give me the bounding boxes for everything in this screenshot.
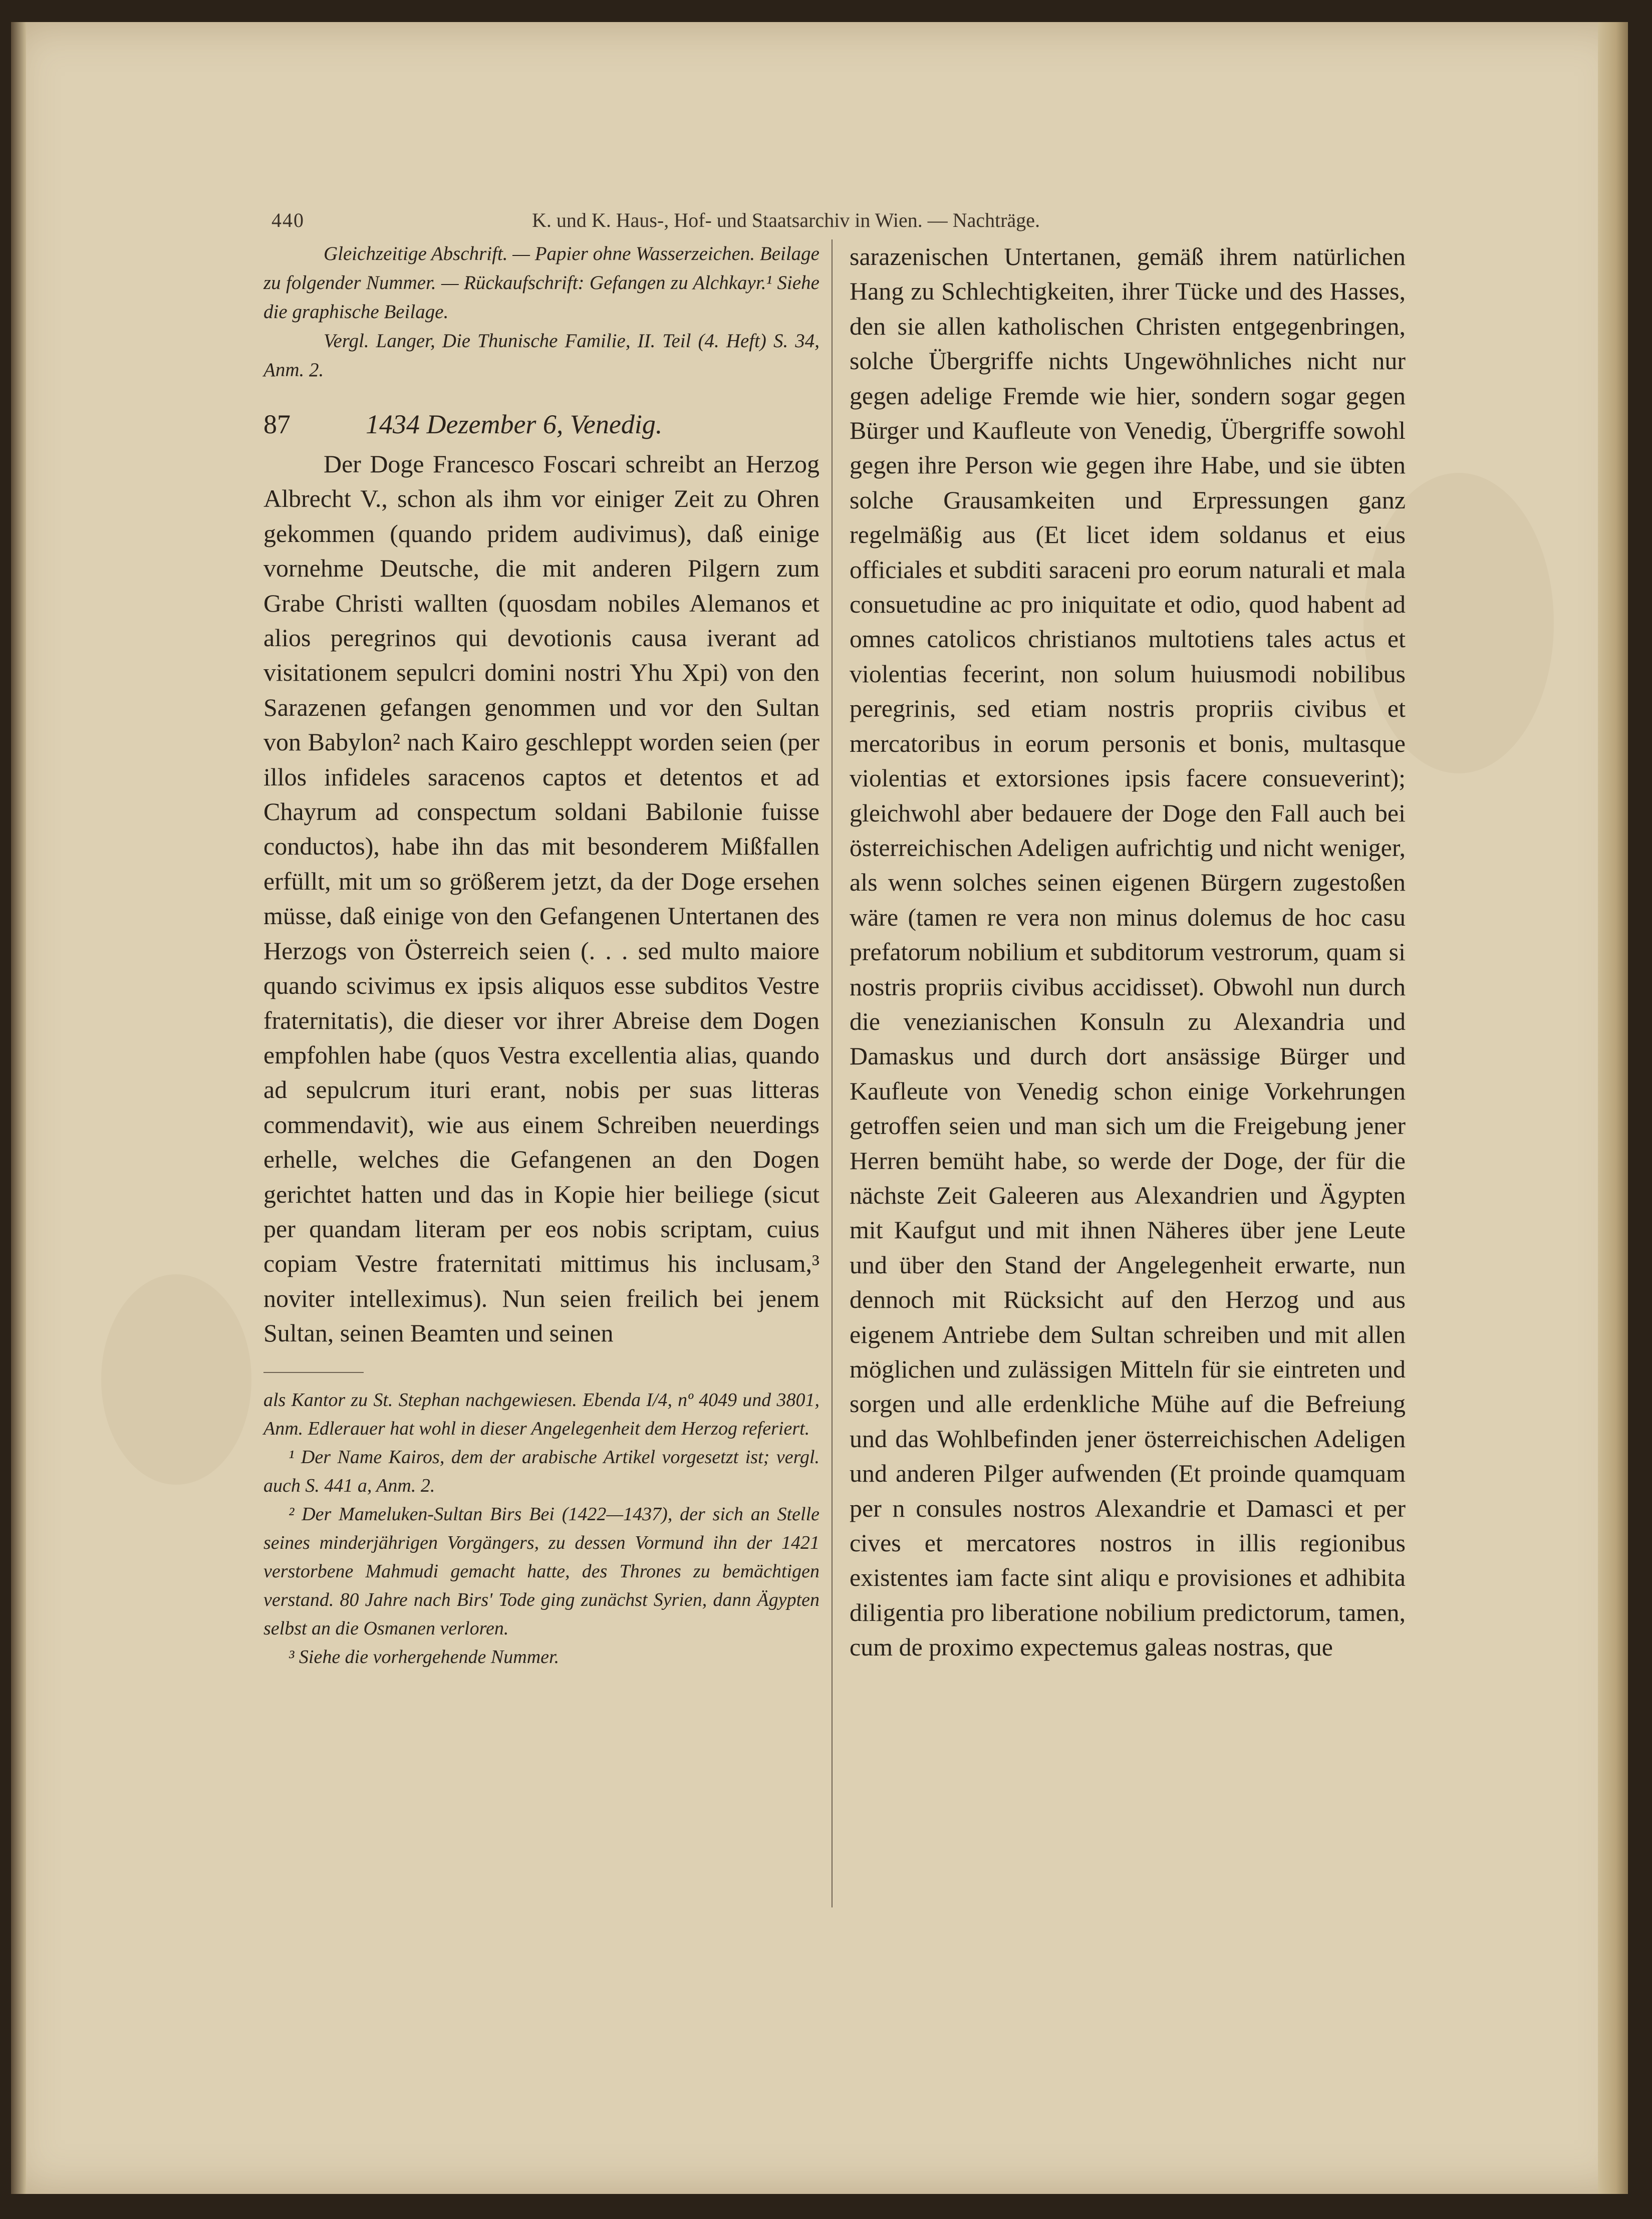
page-left-edge <box>11 22 26 2194</box>
running-title: K. und K. Haus-, Hof- und Staatsarchiv in Wien. — Nachträge. <box>532 209 1040 231</box>
literature-note: Vergl. Langer, Die Thunische Familie, II. Teil (4. Heft) S. 34, Anm. 2. <box>263 330 819 381</box>
left-column <box>263 239 819 1672</box>
running-header <box>271 208 1414 238</box>
document-number: 87 <box>263 409 291 439</box>
footnote-rule <box>263 1372 364 1373</box>
footnote-continuation: als Kantor zu St. Stephan nachgewiesen. Ebenda I/4, nº 4049 und 3801, Anm. Edlerauer hat wohl in dieser Angelegenheit dem Herzog referiert. <box>263 1389 819 1439</box>
document-heading <box>263 407 819 442</box>
footnote-2: ² Der Mameluken-Sultan Birs Bei (1422—1437), der sich an Stelle seines minderjährigen Vorgängers, zu dessen Vormund ihn der 1421 verstorbene Mahmudi gemacht hatte, des Thrones zu bemächtigen verstand. 80 Jahre nach Birs' Tode ging zunächst Syrien, dann Ägypten selbst an die Osmanen verloren. <box>263 1503 819 1639</box>
page-number: 440 <box>271 209 305 231</box>
page-right-edge <box>1598 22 1628 2194</box>
regest-text-right: sarazenischen Untertanen, gemäß ihrem natürlichen Hang zu Schlechtigkeiten, ihrer Tücke und des Hasses, den sie allen katholischen Christen entgegenbringen, solche Übergriffe nichts Ungewöhnliches nicht nur gegen adelige Fremde wie hier, sondern sogar gegen Bürger und Kaufleute von Venedig, Übergriffe sowohl gegen ihre Person wie gegen ihre Habe, und sie übten solche Grausamkeiten und Erpressungen ganz regelmäßig aus (Et licet idem soldanus et eius officiales et subditi saraceni pro eorum naturali et mala consuetudine ac pro iniquitate et odio, quod habent ad omnes catolicos christianos multotiens tales actus et violentias fecerint, non solum huiusmodi nobilibus peregrinis, sed etiam nostris propriis civibus et mercatoribus in eorum personis et bonis, multasque violentias et extorsiones ipsis facere consueverint); gleichwohl aber bedauere der Doge den Fall auch bei österreichischen Adeligen aufrichtig und nicht weniger, als wenn solches seinen eigenen Bürgern zugestoßen wäre (tamen re vera non minus dolemus de hoc casu prefatorum nobilium et subditorum vestrorum, quam si nostris propriis civibus accidisset). Obwohl nun durch die venezianischen Konsuln zu Alexandria und Damaskus und durch dort ansässige Bürger und Kaufleute von Venedig schon einige Vorkehrungen getroffen seien und man sich um die Freigebung jener Herren bemüht habe, so werde der Doge, der für die nächste Zeit Galeeren aus Alexandrien und Ägypten mit Kaufgut und mit ihnen Näheres über jene Leute und über den Stand der Angelegenheit erwarte, nun dennoch mit Rücksicht auf den Herzog und aus eigenem Antriebe dem Sultan schreiben und mit allen möglichen und zulässigen Mitteln für sie eintreten und sorgen und alle erdenkliche Mühe auf die Befreiung und das Wohlbefinden jener österreichischen Adeligen und anderen Pilger aufwenden (Et proinde quamquam per n consules nostros Alexandrie et Damasci et per cives et mercatores nostros in illis regionibus existentes iam facte sint aliqu e provisiones et adhibita diligentia pro liberatione nobilium predictorum, tamen, cum de proximo expectemus galeas nostras, que <box>850 242 1406 1661</box>
paper-stain <box>101 1274 251 1485</box>
right-column <box>850 239 1406 1665</box>
regest-text-left: Der Doge Francesco Foscari schreibt an Herzog Albrecht V., schon als ihm vor einiger Zeit zu Ohren gekommen (quando pridem audivimus), daß einige vornehme Deutsche, die mit anderen Pilgern zum Grabe Christi wallten (quosdam nobiles Alemanos et alios peregrinos qui devotionis causa iverant ad visitationem sepulcri domini nostri Yhu Xpi) von den Sarazenen gefangen genommen und vor den Sultan von Babylon² nach Kairo geschleppt worden seien (per illos infideles saracenos captos et detentos et ad Chayrum ad conspectum soldani Babilonie fuisse conductos), habe ihn das mit besonderem Mißfallen erfüllt, mit um so größerem jetzt, da der Doge ersehen müsse, daß einige von den Gefangenen Untertanen des Herzogs von Österreich seien (. . . sed multo maiore quando scivimus ex ipsis aliquos esse subditos Vestre fraternitatis), die dieser vor ihrer Abreise dem Dogen empfohlen habe (quos Vestra excellentia alias, quando ad sepulcrum ituri erant, nobis per suas litteras commendavit), wie aus einem Schreiben neuerdings erhelle, welches die Gefangenen an den Dogen gerichtet hatten und das in Kopie hier beiliege (sicut per quandam literam per eos nobis scriptam, cuius copiam Vestre fraternitati mittimus his inclusam,³ noviter intelleximus). Nun seien freilich bei jenem Sultan, seinen Beamten und seinen <box>263 450 819 1347</box>
source-note: Gleichzeitige Abschrift. — Papier ohne Wasserzeichen. Beilage zu folgender Nummer. — Rückaufschrift: Gefangen zu Alchkayr.¹ Siehe die graphische Beilage. <box>263 243 819 323</box>
footnote-3: ³ Siehe die vorhergehende Nummer. <box>289 1646 560 1668</box>
footnote-1: ¹ Der Name Kairos, dem der arabische Artikel vorgesetzt ist; vergl. auch S. 441 a, Anm. 2. <box>263 1446 819 1496</box>
document-date: 1434 Dezember 6, Venedig. <box>366 409 663 439</box>
column-divider <box>832 239 833 1907</box>
